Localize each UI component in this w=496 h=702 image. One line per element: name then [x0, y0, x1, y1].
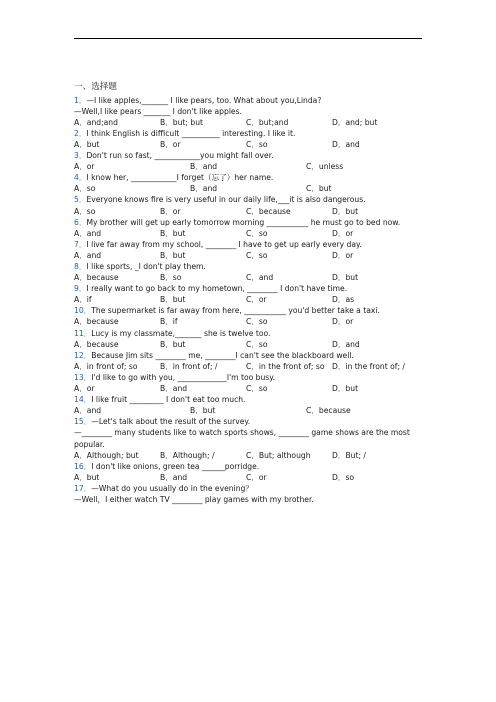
answer-option-A[interactable]: A．but: [74, 139, 100, 149]
question-11: [74, 328, 426, 350]
answer-option-B[interactable]: B．but: [190, 406, 216, 416]
answer-option-B[interactable]: B．in front of; /: [160, 361, 218, 371]
question-text: I'd like to go with you, _____________I'm too busy.: [91, 372, 276, 382]
answer-option-C[interactable]: C．or: [246, 472, 267, 482]
question-text: I like sports, _I don't play them.: [86, 262, 206, 271]
answer-options: [74, 272, 426, 283]
answer-option-C[interactable]: C．so: [246, 228, 268, 238]
answer-options: [74, 139, 426, 150]
answer-option-D[interactable]: D．and: [332, 339, 360, 349]
question-9: [74, 283, 426, 305]
answer-option-D[interactable]: D．or: [332, 317, 354, 327]
question-number: 4．: [74, 173, 87, 183]
question-number: 10．: [74, 306, 92, 316]
answer-options: [74, 383, 426, 394]
question-number: 8．: [74, 262, 87, 271]
answer-options: [74, 472, 426, 483]
answer-option-B[interactable]: B．and: [190, 162, 218, 172]
question-stem: [74, 283, 426, 294]
question-stem: [74, 194, 426, 205]
question-number: 1．: [74, 95, 87, 105]
answer-option-B[interactable]: B．and: [160, 384, 188, 394]
answer-option-B[interactable]: B．Although; /: [160, 450, 215, 460]
question-number: 16．: [74, 461, 92, 471]
question-stem: [74, 461, 426, 472]
question-text: My brother will get up early tomorrow morning ___________ he must go to bed now.: [86, 217, 401, 227]
question-16: [74, 461, 426, 483]
question-number: 9．: [74, 284, 87, 294]
answer-option-A[interactable]: A．because: [74, 273, 119, 283]
question-13: [74, 372, 426, 394]
answer-options: [74, 206, 426, 217]
answer-option-B[interactable]: B．if: [160, 317, 178, 327]
answer-option-C[interactable]: C．so: [246, 250, 268, 260]
question-text: —Let's talk about the result of the survey.: [91, 417, 251, 427]
answer-option-D[interactable]: D．as: [332, 295, 355, 305]
answer-option-B[interactable]: B．or: [160, 139, 181, 149]
answer-option-B[interactable]: B．but: [160, 339, 186, 349]
answer-option-C[interactable]: C．but;and: [246, 117, 289, 127]
question-text: —What do you usually do in the evening？: [91, 483, 253, 493]
question-14: [74, 394, 426, 416]
answer-option-A[interactable]: A．and;and: [74, 117, 118, 127]
question-text: Don't run so fast, ____________you might fall over.: [86, 151, 274, 161]
question-10: [74, 305, 426, 327]
question-3: [74, 150, 426, 172]
answer-option-B[interactable]: B．but: [160, 250, 186, 260]
answer-option-D[interactable]: D．but: [332, 273, 359, 283]
question-stem: [74, 328, 426, 339]
question-dialogue-line: —Well，I either watch TV ________ play games with my brother.: [74, 494, 314, 504]
answer-option-A[interactable]: A．and: [74, 406, 102, 416]
answer-option-D[interactable]: D．and: [332, 139, 360, 149]
answer-option-C[interactable]: C．because: [246, 206, 291, 216]
answer-options: [74, 183, 426, 194]
question-text: I don't like onions, green tea ______porridge.: [91, 461, 260, 471]
answer-option-B[interactable]: B．and: [190, 184, 218, 194]
question-stem: [74, 394, 426, 405]
question-text: I like fruit _________ I don't eat too much.: [91, 395, 246, 405]
answer-option-C[interactable]: C．so: [246, 339, 268, 349]
question-stem: [74, 128, 426, 139]
question-stem: [74, 261, 426, 272]
question-stem: [74, 150, 426, 161]
answer-option-B[interactable]: B．but: [160, 295, 186, 305]
answer-option-D[interactable]: D．or: [332, 228, 354, 238]
question-text: I think English is difficult __________ interesting. I like it.: [86, 128, 296, 138]
question-number: 3．: [74, 151, 87, 161]
answer-option-A[interactable]: A．Although; but: [74, 450, 139, 460]
answer-option-A[interactable]: A．and: [74, 250, 102, 260]
answer-option-A[interactable]: A．or: [74, 384, 95, 394]
answer-options: [74, 228, 426, 239]
question-text: Everyone knows fire is very useful in our daily life,___it is also dangerous.: [86, 195, 366, 205]
question-stem: [74, 217, 426, 228]
question-number: 11．: [74, 328, 92, 338]
answer-option-A[interactable]: A．so: [74, 184, 96, 194]
answer-options: [74, 450, 426, 461]
question-stem: [74, 483, 426, 494]
question-6: [74, 217, 426, 239]
question-dialogue-line: —________ many students like to watch sports shows, ________ game shows are the most popular.: [74, 428, 410, 449]
question-number: 7．: [74, 239, 87, 249]
question-number: 12．: [74, 350, 92, 360]
question-8: [74, 261, 426, 283]
answer-option-D[interactable]: D．but: [332, 206, 359, 216]
question-text: I live far away from my school, ________ I have to get up early every day.: [86, 239, 362, 249]
answer-option-A[interactable]: A．if: [74, 295, 92, 305]
answer-option-C[interactable]: C．but: [306, 184, 332, 194]
answer-option-C[interactable]: C．because: [306, 406, 351, 416]
question-4: [74, 172, 426, 194]
answer-option-C[interactable]: C．in the front of; so: [246, 361, 325, 371]
answer-option-C[interactable]: C．But; although: [246, 450, 311, 460]
question-number: 2．: [74, 128, 87, 138]
question-text: The supermarket is far away from here, ___________ you'd better take a taxi.: [91, 306, 380, 316]
question-stem: [74, 305, 426, 316]
answer-option-D[interactable]: D．so: [332, 472, 355, 482]
question-stem: [74, 239, 426, 250]
question-17: [74, 483, 426, 505]
question-number: 13．: [74, 372, 92, 382]
question-number: 6．: [74, 217, 87, 227]
question-number: 5．: [74, 195, 87, 205]
answer-option-D[interactable]: D．but: [332, 384, 359, 394]
answer-option-B[interactable]: B．so: [160, 273, 182, 283]
answer-option-B[interactable]: B．but: [160, 228, 186, 238]
answer-option-D[interactable]: D．in the front of; /: [332, 361, 405, 371]
question-number: 17．: [74, 483, 92, 493]
question-stem: [74, 416, 426, 427]
section-title: 一、选择题: [74, 82, 117, 92]
answer-option-A[interactable]: A．because: [74, 339, 119, 349]
answer-option-D[interactable]: D．But; /: [332, 450, 366, 460]
answer-option-C[interactable]: C．so: [246, 384, 268, 394]
question-list: [74, 82, 426, 505]
question-text: —I like apples,_______ I like pears, too. What about you,Linda?: [86, 95, 322, 105]
answer-option-B[interactable]: B．but; but: [160, 117, 203, 127]
answer-option-A[interactable]: A．in front of; so: [74, 361, 138, 371]
answer-option-D[interactable]: D．or: [332, 250, 354, 260]
answer-option-B[interactable]: B．and: [160, 472, 188, 482]
answer-option-B[interactable]: B．or: [160, 206, 181, 216]
answer-option-C[interactable]: C．so: [246, 317, 268, 327]
question-5: [74, 194, 426, 216]
answer-options: [74, 361, 426, 372]
answer-option-A[interactable]: A．but: [74, 472, 100, 482]
answer-options: [74, 294, 426, 305]
answer-options: [74, 316, 426, 327]
question-text: I really want to go back to my hometown, ________ I don't have time.: [86, 284, 348, 294]
question-7: [74, 239, 426, 261]
answer-option-A[interactable]: A．and: [74, 228, 102, 238]
question-text: Because Jim sits ________ me, ________I can't see the blackboard well.: [91, 350, 354, 360]
answer-options: [74, 117, 426, 128]
answer-option-D[interactable]: D．and; but: [332, 117, 378, 127]
answer-options: [74, 405, 426, 416]
question-15: [74, 416, 426, 460]
question-stem: [74, 172, 426, 183]
header-rule: [74, 38, 422, 39]
answer-options: [74, 250, 426, 261]
question-number: 14．: [74, 395, 92, 405]
answer-option-C[interactable]: C．and: [246, 273, 274, 283]
question-12: [74, 350, 426, 372]
question-stem: [74, 372, 426, 383]
question-dialogue-line: —Well,I like pears _______ I don't like apples.: [74, 106, 242, 116]
question-stem: [74, 350, 426, 361]
question-number: 15．: [74, 417, 92, 427]
answer-option-C[interactable]: C．so: [246, 139, 268, 149]
answer-option-A[interactable]: A．so: [74, 206, 96, 216]
answer-options: [74, 339, 426, 350]
question-2: [74, 128, 426, 150]
question-stem: [74, 95, 426, 106]
answer-option-C[interactable]: C．or: [246, 295, 267, 305]
question-1: [74, 95, 426, 128]
answer-option-A[interactable]: A．because: [74, 317, 119, 327]
answer-options: [74, 161, 426, 172]
answer-option-C[interactable]: C．unless: [306, 162, 344, 172]
question-text: Lucy is my classmate,_______ she is twelve too.: [91, 328, 271, 338]
answer-option-A[interactable]: A．or: [74, 162, 95, 172]
question-text: I know her, ____________I forget（忘了）her name.: [86, 173, 274, 183]
